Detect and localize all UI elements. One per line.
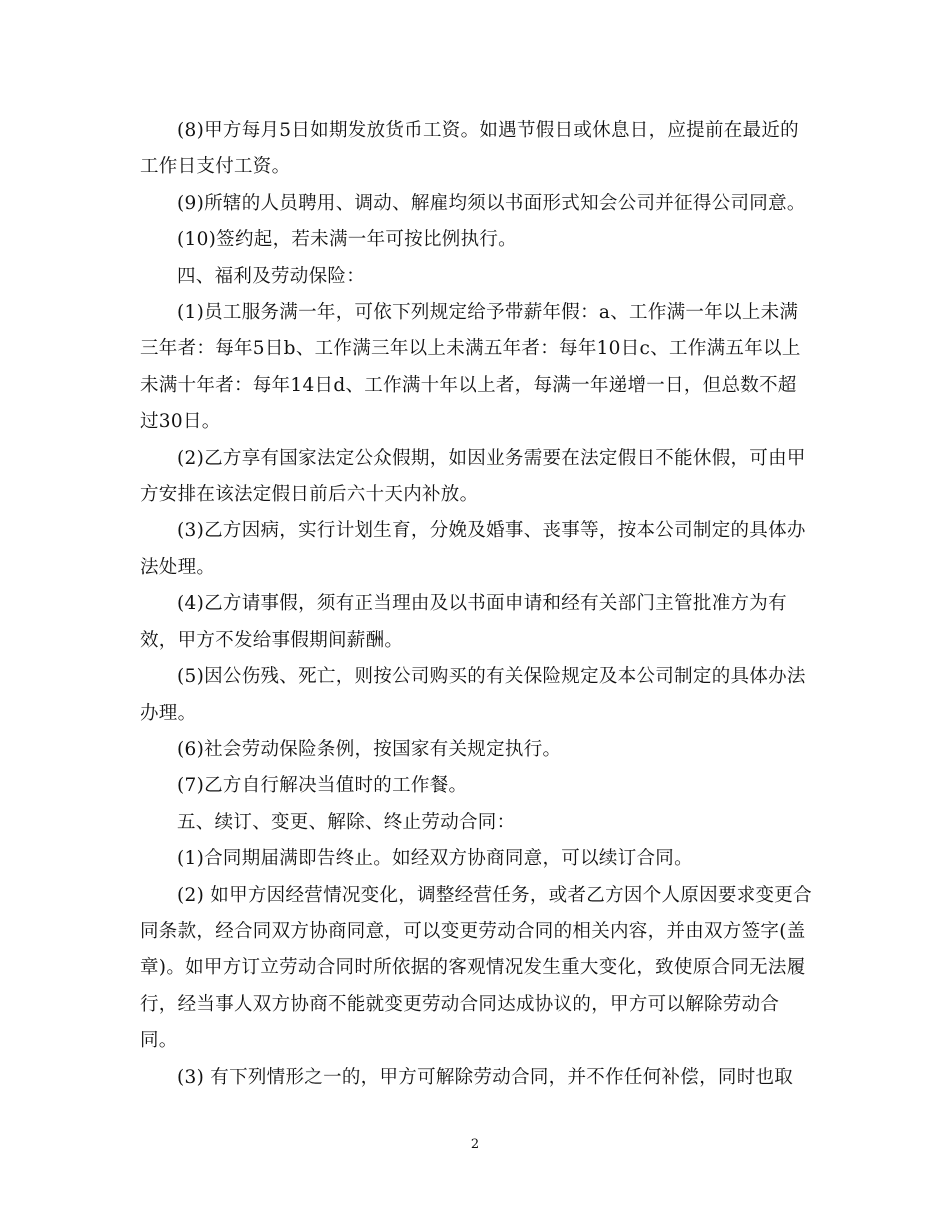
paragraph-personal-leave: (4)乙方请事假，须有正当理由及以书面申请和经有关部门主管批准方为有效，甲方不发给事假期间薪酬。 <box>140 593 787 651</box>
section-heading-benefits: 四、福利及劳动保险： <box>177 265 366 287</box>
paragraph-work-injury: (5)因公伤残、死亡，则按公司购买的有关保险规定及本公司制定的具体办法办理。 <box>140 666 806 724</box>
paragraph-personnel-notice: (9)所辖的人员聘用、调动、解雇均须以书面形式知会公司并征得公司同意。 <box>177 192 806 214</box>
paragraph-wage-payment: (8)甲方每月5日如期发放货币工资。如遇节假日或休息日，应提前在最近的工作日支付工资。 <box>140 120 799 178</box>
paragraph-work-meals: (7)乙方自行解决当值时的工作餐。 <box>177 775 468 797</box>
paragraph-proportional-execution: (10)签约起，若未满一年可按比例执行。 <box>177 229 517 251</box>
paragraph-contract-expiry: (1)合同期届满即告终止。如经双方协商同意，可以续订合同。 <box>177 848 693 870</box>
section-heading-contract-changes: 五、续订、变更、解除、终止劳动合同： <box>177 811 516 833</box>
page-number: 2 <box>470 1137 480 1152</box>
paragraph-contract-termination: (3) 有下列情形之一的，甲方可解除劳动合同，并不作任何补偿，同时也取 <box>177 1066 794 1088</box>
paragraph-social-insurance: (6)社会劳动保险条例，按国家有关规定执行。 <box>177 738 562 760</box>
paragraph-public-holidays: (2)乙方享有国家法定公众假期，如因业务需要在法定假日不能休假，可由甲方安排在该法定假日前后六十天内补放。 <box>140 447 806 506</box>
paragraph-sick-leave: (3)乙方因病，实行计划生育，分娩及婚事、丧事等，按本公司制定的具体办法处理。 <box>140 520 806 578</box>
paragraph-annual-leave: (1)员工服务满一年，可依下列规定给予带薪年假：a、工作满一年以上未满三年者：每年5日b、工作满三年以上未满五年者：每年10日c、工作满五年以上未满十年者：每年14日d、工作满十年以上者，每满一年递增一日，但总数不超过30日。 <box>140 302 801 433</box>
document-body <box>140 113 812 1096</box>
paragraph-contract-modification: (2) 如甲方因经营情况变化，调整经营任务，或者乙方因个人原因要求变更合同条款，经合同双方协商同意，可以变更劳动合同的相关内容，并由双方签字(盖章)。如甲方订立劳动合同时所依据的客观情况发生重大变化，致使原合同无法履行，经当事人双方协商不能就变更劳动合同达成协议的，甲方可以解除劳动合同。 <box>140 884 812 1052</box>
